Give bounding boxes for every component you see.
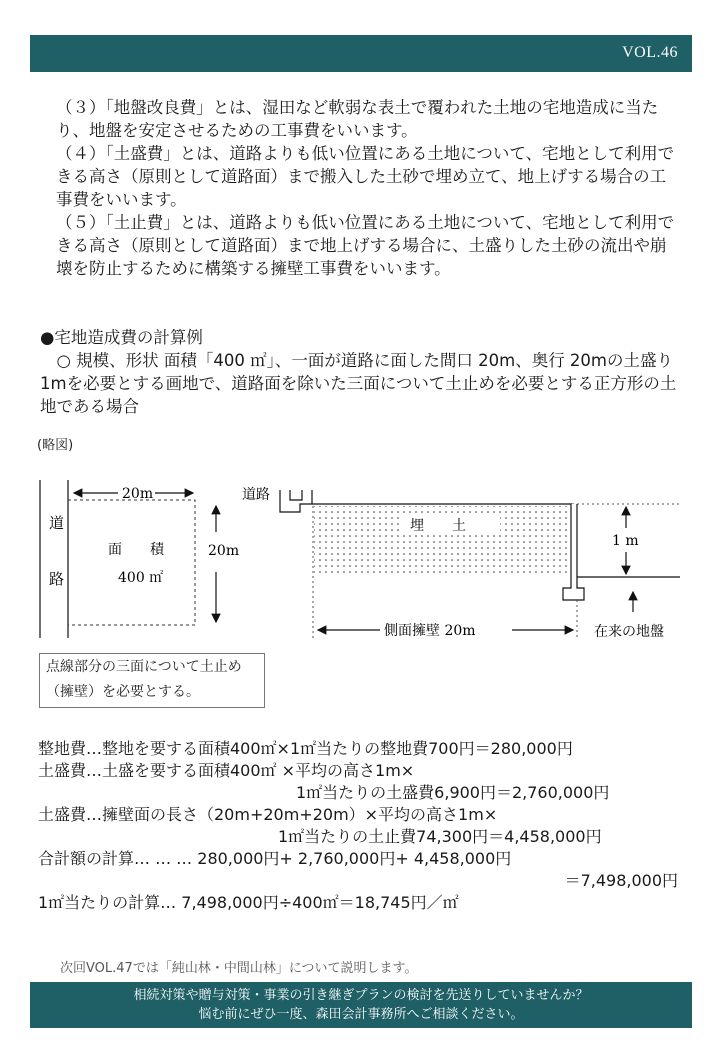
cost-calculation [38, 738, 678, 914]
road-char-bottom: 路 [49, 570, 65, 588]
calc-leveling: 整地費…整地を要する面積400㎡×1㎡当たりの整地費700円＝280,000円 [38, 739, 573, 758]
definition-fill-cost: （４）「土盛費」とは、道路よりも低い位置にある土地について、宅地として利用できる高さ（原則として道路面）まで搬入した土砂で埋め立て、地上げする場合の工事費をいいます。 [56, 144, 675, 209]
footer-bar [30, 982, 692, 1028]
area-label: 面 積 [108, 542, 164, 558]
example-heading: ●宅地造成費の計算例 [40, 328, 203, 347]
calc-total: 合計額の計算… … … 280,000円+ 2,760,000円+ 4,458,000円 [38, 849, 512, 868]
calc-per-sqm: 1㎡当たりの計算… 7,498,000円÷400㎡＝18,745円／㎡ [38, 893, 459, 912]
road-char-top: 道 [49, 514, 65, 532]
depth-label: 20m [208, 543, 240, 559]
definition-retaining-cost: （５）「土止費」とは、道路よりも低い位置にある土地について、宅地として利用できる高さ（原則として道路面）まで地上げする場合に、土盛りした土砂の流出や崩壊を防止するために構築する擁壁工事費をいいます。 [56, 213, 675, 278]
footer-line-2: 悩む前にぜひ一度、森田会計事務所へご相談ください。 [198, 1007, 524, 1022]
next-issue-note: 次回VOL.47では「純山林・中間山林」について説明します。 [60, 961, 418, 976]
footer-line-1: 相続対策や贈与対策・事業の引き継ぎプランの検討を先送りしていませんか？ [133, 988, 589, 1003]
road-label: 道路 [242, 487, 270, 503]
wall-length-label: 側面擁壁 20m [384, 623, 476, 639]
lot-dashed-outline [68, 500, 195, 625]
calc-fill: 土盛費…土盛を要する面積400㎡ ×平均の高さ1m× [38, 761, 415, 780]
area-value: 400 ㎡ [118, 570, 164, 586]
width-label: 20m [122, 486, 154, 502]
height-label: 1 m [612, 533, 639, 549]
road-curb [280, 490, 312, 512]
diagram-caption: (略図) [37, 438, 74, 453]
calc-total-result: ＝7,498,000円 [564, 871, 678, 890]
calc-fill-cont: 1㎡当たりの土盛費6,900円＝2,760,000円 [296, 783, 610, 802]
diagram-note: 点線部分の三面について土止め（擁壁）を必要とする。 [39, 653, 265, 708]
calc-retaining-cont: 1㎡当たりの土止費74,300円＝4,458,000円 [278, 827, 602, 846]
volume-number: VOL.46 [622, 44, 678, 61]
example-case: ○ 規模、形状 面積「400 ㎡」、一面が道路に面した間口 20m、奥行 20mの土盛り 1mを必要とする画地で、道路面を除いた三面について土止めを必要とする正方形の土地である場合 [40, 351, 677, 416]
fill-label: 埋 土 [410, 518, 466, 534]
ground-label: 在来の地盤 [594, 624, 664, 640]
definition-ground-improvement: （３）「地盤改良費」とは、湿田など軟弱な表土で覆われた土地の宅地造成に当たり、地盤を安定させるための工事費をいいます。 [56, 98, 659, 140]
calc-retaining: 土盛費…擁壁面の長さ（20m+20m+20m）×平均の高さ1m× [38, 805, 498, 824]
